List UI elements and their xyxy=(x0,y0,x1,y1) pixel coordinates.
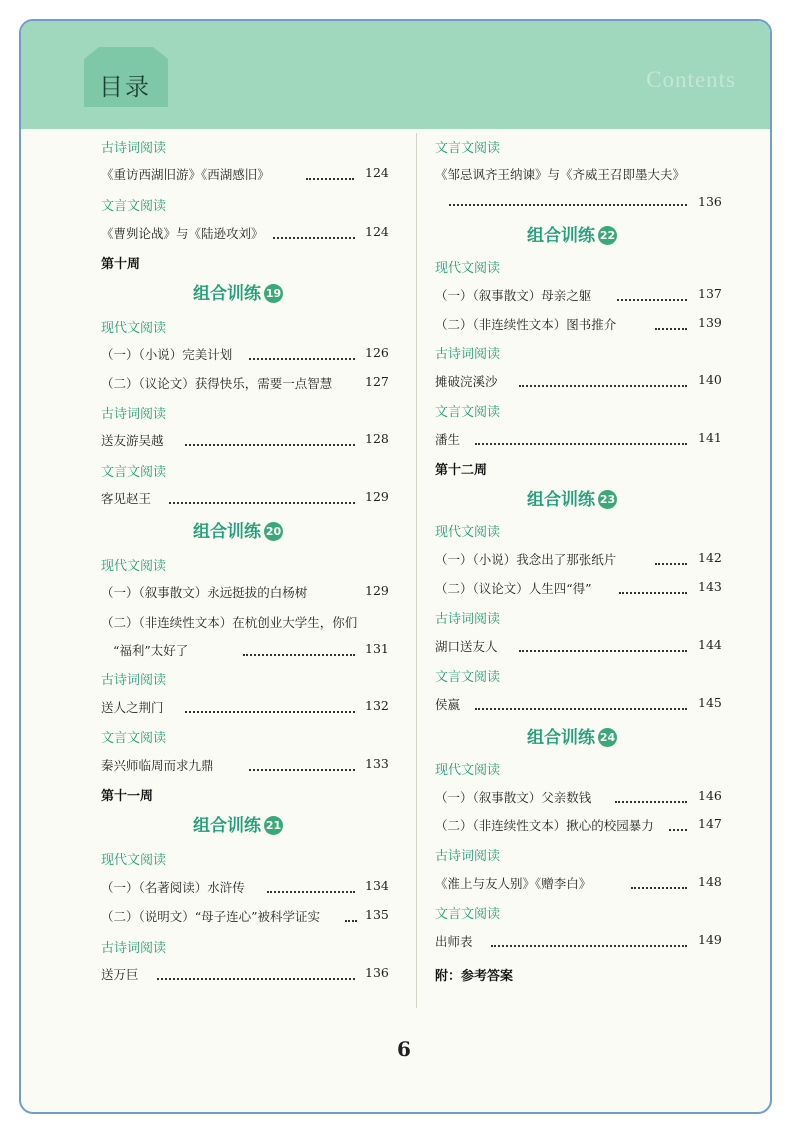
entry-page: 129 xyxy=(365,489,389,504)
entry-page: 135 xyxy=(365,907,389,922)
section-heading: 文言文阅读 xyxy=(435,670,501,685)
toc-entry[interactable] xyxy=(101,907,391,925)
section-heading: 现代文阅读 xyxy=(101,321,167,336)
entry-page: 149 xyxy=(698,932,722,947)
entry-title: （一）（叙事散文）母亲之躯 xyxy=(435,288,592,303)
entry-page: 145 xyxy=(698,695,722,710)
entry-title: 湖口送友人 xyxy=(435,639,498,654)
toc-entry[interactable] xyxy=(101,965,391,983)
entry-page: 141 xyxy=(698,430,722,445)
entry-title: 秦兴师临周而求九鼎 xyxy=(101,758,214,773)
group-number-badge: 22 xyxy=(598,226,617,245)
toc-entry[interactable] xyxy=(101,641,391,659)
toc-entry[interactable] xyxy=(435,286,725,304)
week-heading: 第十周 xyxy=(101,257,141,272)
toc-entry[interactable] xyxy=(101,698,391,716)
entry-title: （一）（名著阅读）水浒传 xyxy=(101,880,245,895)
toc-entry[interactable] xyxy=(101,374,391,392)
entry-title: （二）（议论文）人生四“得” xyxy=(435,581,592,596)
section-heading: 文言文阅读 xyxy=(101,465,167,480)
entry-title: （二）（议论文）获得快乐，需要一点智慧 xyxy=(101,376,333,391)
toc-page xyxy=(19,19,772,1114)
section-heading: 文言文阅读 xyxy=(101,199,167,214)
toc-entry[interactable] xyxy=(435,932,725,950)
group-heading: 组合训练 20 xyxy=(193,522,282,542)
toc-entry-line1[interactable]: （二）（非连续性文本）在杭创业大学生，你们 xyxy=(101,615,358,630)
toc-entry[interactable] xyxy=(435,550,725,568)
column-divider xyxy=(416,133,417,1008)
toc-entry[interactable] xyxy=(435,637,725,655)
group-number-badge: 24 xyxy=(598,728,617,747)
entry-title: （一）（小说）我念出了那张纸片 xyxy=(435,552,617,567)
entry-page: 139 xyxy=(698,315,722,330)
toc-entry[interactable] xyxy=(435,430,725,448)
toc-entry[interactable] xyxy=(101,878,391,896)
entry-page: 144 xyxy=(698,637,722,652)
toc-entry[interactable] xyxy=(435,816,725,834)
entry-page: 147 xyxy=(698,816,722,831)
section-heading: 古诗词阅读 xyxy=(435,849,501,864)
section-heading: 文言文阅读 xyxy=(435,141,501,156)
entry-title: 《重访西湖旧游》《西湖感旧》 xyxy=(101,167,270,182)
toc-entry[interactable] xyxy=(101,345,391,363)
entry-title: （一）（小说）完美计划 xyxy=(101,347,233,362)
section-heading: 古诗词阅读 xyxy=(101,141,167,156)
section-heading: 古诗词阅读 xyxy=(435,347,501,362)
toc-entry[interactable] xyxy=(101,756,391,774)
entry-title: 摊破浣溪沙 xyxy=(435,374,498,389)
section-heading: 古诗词阅读 xyxy=(435,612,501,627)
entry-page: 128 xyxy=(365,431,389,446)
entry-page: 148 xyxy=(698,874,722,889)
section-heading: 现代文阅读 xyxy=(435,261,501,276)
entry-page: 136 xyxy=(698,194,722,209)
group-number-badge: 20 xyxy=(264,522,283,541)
entry-page: 132 xyxy=(365,698,389,713)
entry-title: （一）（叙事散文）父亲数钱 xyxy=(435,790,592,805)
toc-entry[interactable] xyxy=(435,695,725,713)
group-heading: 组合训练 23 xyxy=(527,490,616,510)
entry-title: 《曹刿论战》与《陆逊攻刘》 xyxy=(101,226,264,241)
toc-entry[interactable] xyxy=(101,165,391,183)
section-heading: 文言文阅读 xyxy=(435,405,501,420)
page-number: 6 xyxy=(397,1037,411,1061)
group-number-badge: 21 xyxy=(264,816,283,835)
section-heading: 古诗词阅读 xyxy=(101,941,167,956)
contents-watermark: Contents xyxy=(646,67,736,92)
entry-page: 136 xyxy=(365,965,389,980)
toc-entry[interactable] xyxy=(435,579,725,597)
entry-title: 送人之荆门 xyxy=(101,700,164,715)
appendix-entry[interactable]: 附：参考答案 xyxy=(435,969,514,984)
section-heading: 古诗词阅读 xyxy=(101,407,167,422)
toc-entry[interactable] xyxy=(435,315,725,333)
entry-page: 142 xyxy=(698,550,722,565)
section-heading: 现代文阅读 xyxy=(101,853,167,868)
group-heading: 组合训练 21 xyxy=(193,816,282,836)
entry-title: （二）（非连续性文本）图书推介 xyxy=(435,317,617,332)
entry-page: 126 xyxy=(365,345,389,360)
section-heading: 文言文阅读 xyxy=(101,731,167,746)
entry-title: 出师表 xyxy=(435,934,473,949)
toc-entry[interactable] xyxy=(101,431,391,449)
entry-page: 143 xyxy=(698,579,722,594)
entry-title: （二）（非连续性文本）揪心的校园暴力 xyxy=(435,818,654,833)
entry-page: 134 xyxy=(365,878,389,893)
entry-title: 《淮上与友人别》《赠李白》 xyxy=(435,876,592,891)
section-heading: 现代文阅读 xyxy=(435,525,501,540)
section-heading: 现代文阅读 xyxy=(101,559,167,574)
entry-page: 124 xyxy=(365,165,389,180)
toc-entry-line1[interactable]: 《邹忌讽齐王纳谏》与《齐威王召即墨大夫》 xyxy=(435,167,686,182)
entry-page: 140 xyxy=(698,372,722,387)
section-heading: 古诗词阅读 xyxy=(101,673,167,688)
entry-title: （一）（叙事散文）永远挺拔的白杨树 xyxy=(101,585,308,600)
section-heading: 现代文阅读 xyxy=(435,763,501,778)
toc-entry[interactable] xyxy=(435,874,725,892)
toc-entry[interactable] xyxy=(101,224,391,242)
group-heading: 组合训练 22 xyxy=(527,226,616,246)
entry-page: 127 xyxy=(365,374,389,389)
toc-entry[interactable] xyxy=(435,194,725,209)
entry-title: 送万巨 xyxy=(101,967,139,982)
toc-entry[interactable] xyxy=(101,489,391,507)
entry-page: 131 xyxy=(365,641,389,656)
entry-title: 侯嬴 xyxy=(435,697,461,712)
entry-page: 146 xyxy=(698,788,722,803)
group-number-badge: 19 xyxy=(264,284,283,303)
entry-title: “福利”太好了 xyxy=(113,643,189,658)
entry-title: 潘生 xyxy=(435,432,461,447)
entry-page: 124 xyxy=(365,224,389,239)
toc-entry[interactable] xyxy=(101,583,391,601)
section-heading: 文言文阅读 xyxy=(435,907,501,922)
entry-title: 送友游吴越 xyxy=(101,433,164,448)
entry-title: 客见赵王 xyxy=(101,491,152,506)
entry-page: 129 xyxy=(365,583,389,598)
header-band xyxy=(21,21,770,129)
entry-page: 137 xyxy=(698,286,722,301)
toc-entry[interactable] xyxy=(435,788,725,806)
group-number-badge: 23 xyxy=(598,490,617,509)
week-heading: 第十二周 xyxy=(435,463,488,478)
entry-title: （二）（说明文）“母子连心”被科学证实 xyxy=(101,909,321,924)
entry-page: 133 xyxy=(365,756,389,771)
week-heading: 第十一周 xyxy=(101,789,154,804)
group-heading: 组合训练 24 xyxy=(527,728,616,748)
toc-entry[interactable] xyxy=(435,372,725,390)
page-title: 目录 xyxy=(99,73,151,101)
group-heading: 组合训练 19 xyxy=(193,284,282,304)
